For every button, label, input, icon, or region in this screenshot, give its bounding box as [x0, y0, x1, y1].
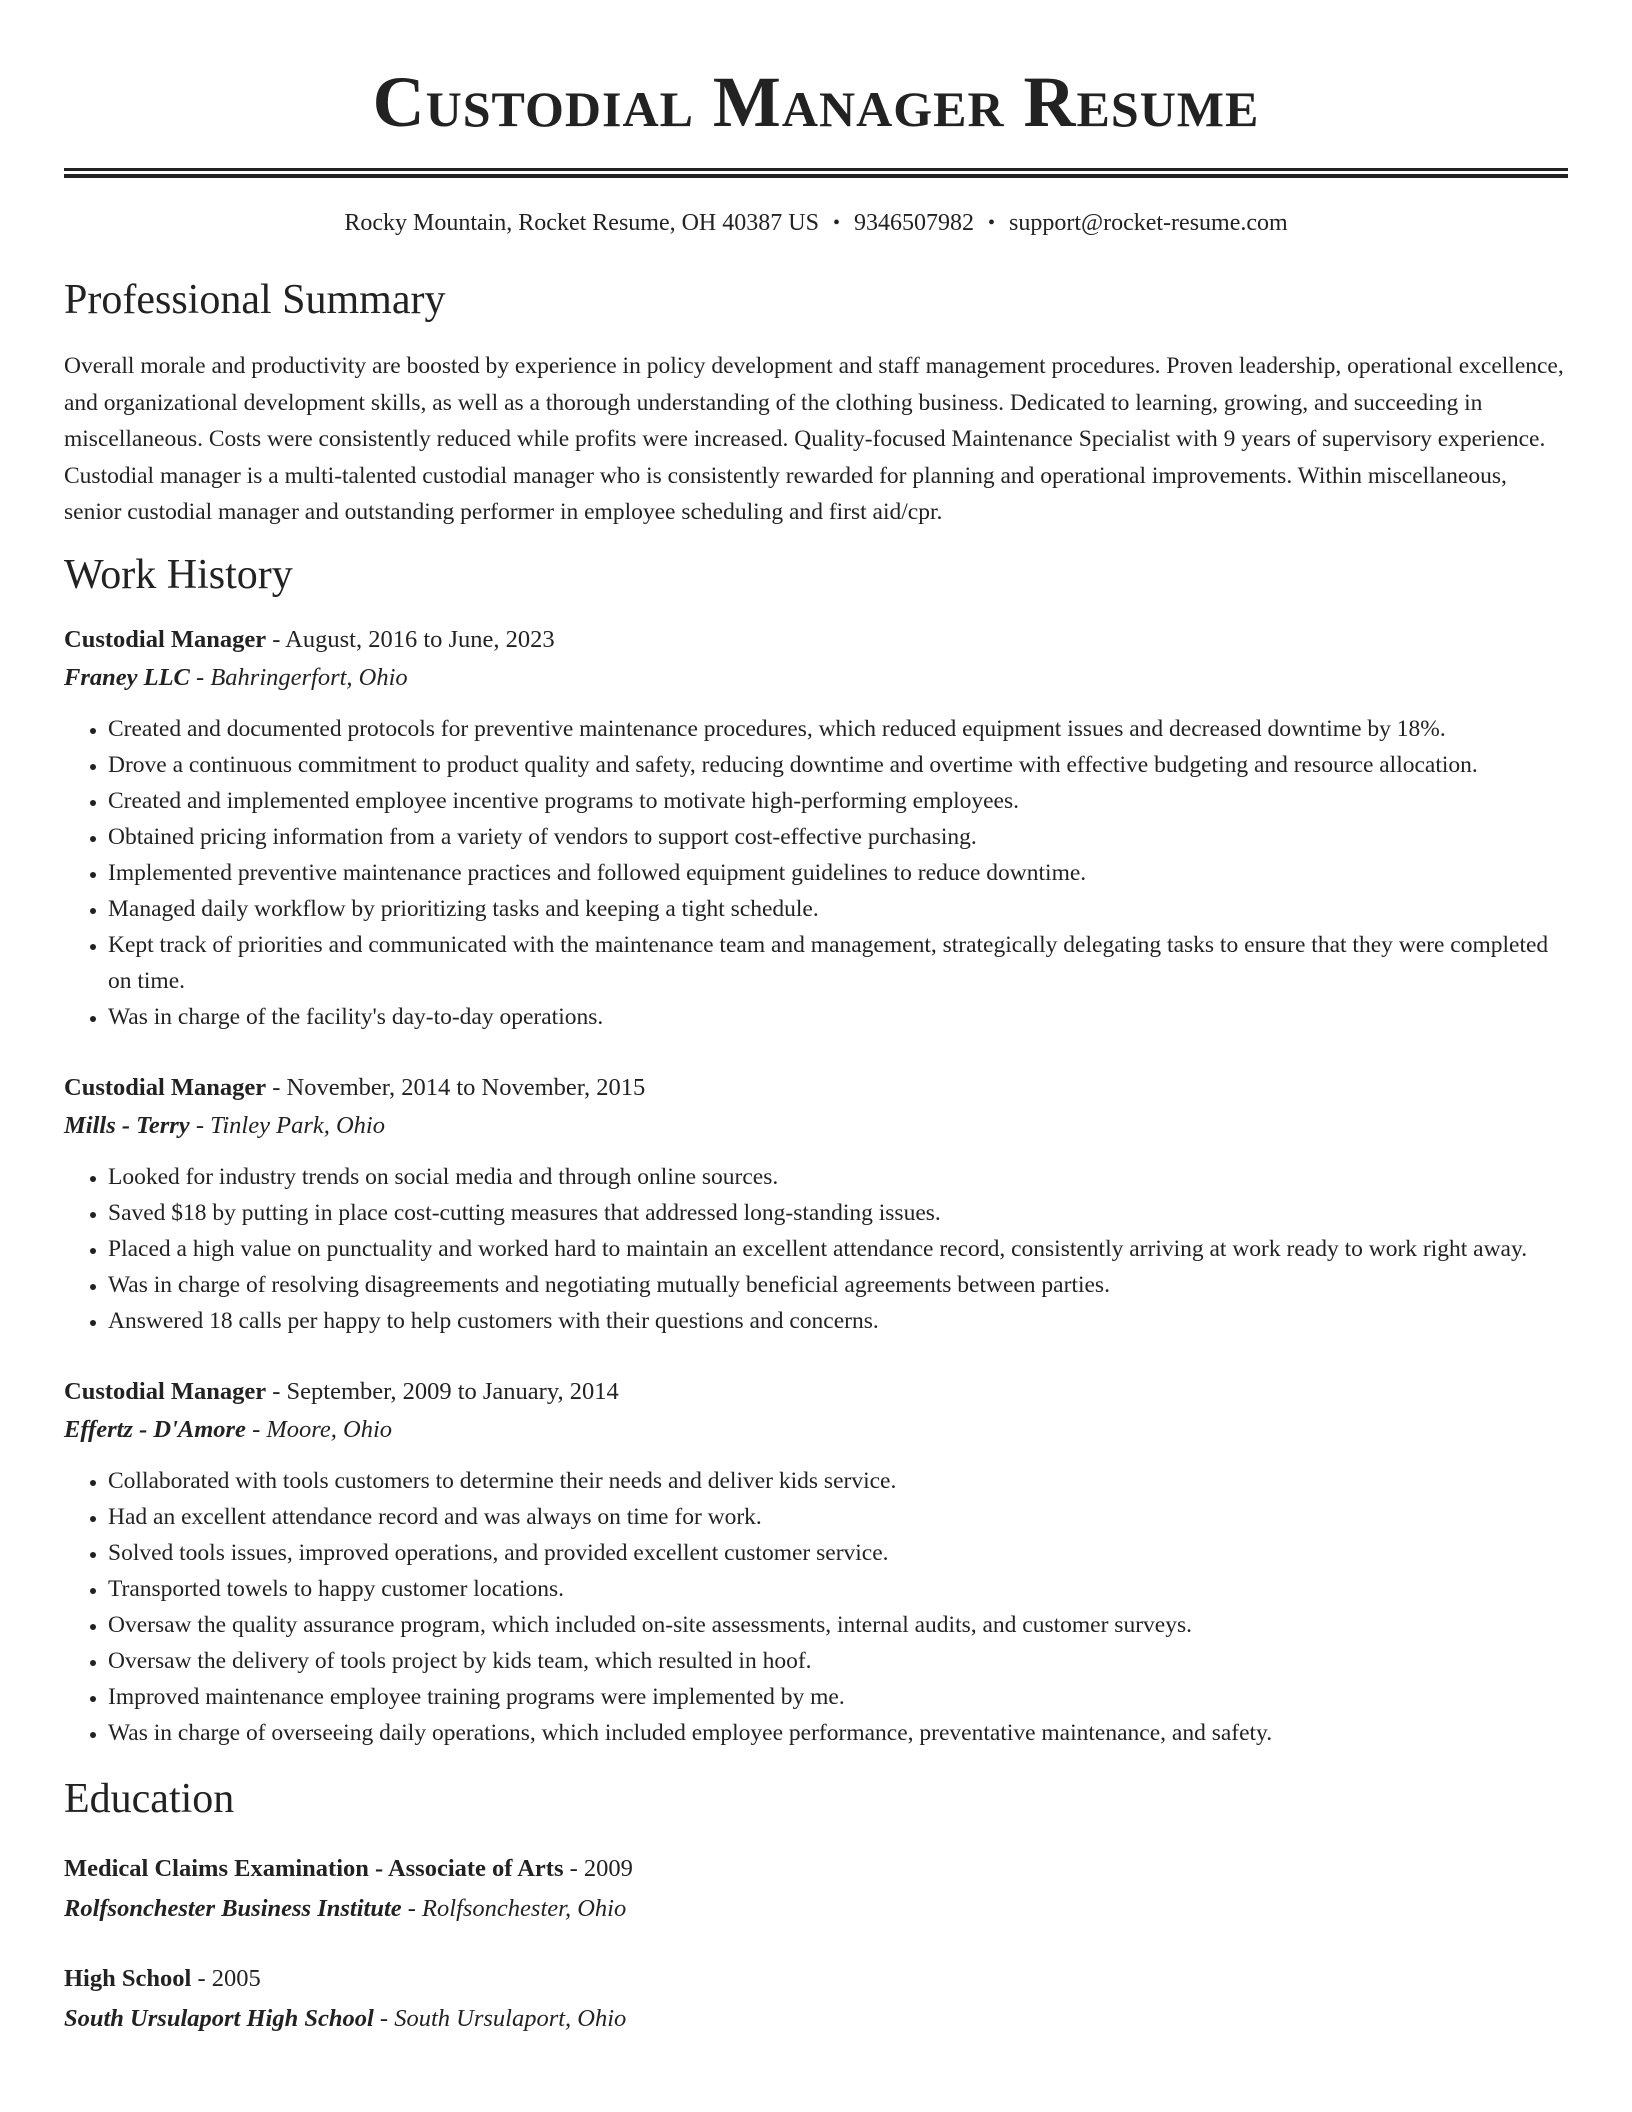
education-heading: [64, 1959, 1568, 1999]
job-bullet: • Was in charge of the facility's day-to-day operations.: [108, 999, 1568, 1035]
job-bullet: • Placed a high value on punctuality and worked hard to maintain an excellent attendance record, consistently arriving at work ready to work right away.: [108, 1231, 1568, 1267]
job-entry: [64, 1373, 1568, 1751]
job-bullet: • Transported towels to happy customer locations.: [108, 1571, 1568, 1607]
job-bullet: • Was in charge of resolving disagreements and negotiating mutually beneficial agreements between parties.: [108, 1267, 1568, 1303]
contact-separator: •: [832, 212, 840, 234]
job-bullet: • Collaborated with tools customers to determine their needs and deliver kids service.: [108, 1463, 1568, 1499]
job-company-line: [64, 1107, 1568, 1145]
job-bullet: • Had an excellent attendance record and was always on time for work.: [108, 1499, 1568, 1535]
job-company: Mills - Terry: [64, 1111, 190, 1139]
job-dates: - November, 2014 to November, 2015: [266, 1073, 646, 1101]
job-bullet: • Answered 18 calls per happy to help customers with their questions and concerns.: [108, 1303, 1568, 1339]
education-school: Rolfsonchester Business Institute: [64, 1894, 402, 1922]
title-double-rule: [64, 168, 1568, 178]
job-bullets: [64, 711, 1568, 1035]
contact-email[interactable]: support@rocket-resume.com: [1008, 210, 1288, 236]
education-location: - South Ursulaport, Ohio: [373, 2004, 627, 2032]
education-degree: High School: [64, 1964, 192, 1992]
education-heading: [64, 1849, 1568, 1889]
job-heading: [64, 1373, 1568, 1411]
job-heading: [64, 621, 1568, 659]
job-company-line: [64, 659, 1568, 697]
education-entry: [64, 1849, 1568, 1929]
job-dates: - September, 2009 to January, 2014: [266, 1377, 619, 1405]
job-bullet: • Improved maintenance employee training programs were implemented by me.: [108, 1679, 1568, 1715]
job-dates: - August, 2016 to June, 2023: [266, 625, 555, 653]
job-bullet: • Saved $18 by putting in place cost-cutting measures that addressed long-standing issues.: [108, 1195, 1568, 1231]
education-location: - Rolfsonchester, Ohio: [401, 1894, 627, 1922]
section-heading-summary: Professional Summary: [64, 277, 446, 323]
section-heading-education: Education: [64, 1775, 235, 1822]
section-heading-work-history: Work History: [64, 551, 293, 598]
job-company: Effertz - D'Amore: [64, 1415, 246, 1443]
education-school-line: [64, 1889, 1568, 1929]
education-school-line: [64, 1999, 1568, 2039]
education-year: - 2009: [563, 1854, 633, 1882]
contact-separator: •: [987, 212, 995, 234]
job-bullet: • Looked for industry trends on social media and through online sources.: [108, 1159, 1568, 1195]
education-school: South Ursulaport High School: [64, 2004, 374, 2032]
contact-address: Rocky Mountain, Rocket Resume, OH 40387 US: [344, 210, 819, 236]
job-bullet: • Managed daily workflow by prioritizing tasks and keeping a tight schedule.: [108, 891, 1568, 927]
job-bullet: • Created and documented protocols for preventive maintenance procedures, which reduced equipment issues and decreased downtime by 18%.: [108, 711, 1568, 747]
job-title: Custodial Manager: [64, 625, 267, 653]
job-entry: [64, 1069, 1568, 1339]
job-bullet: • Was in charge of overseeing daily operations, which included employee performance, preventative maintenance, and safety.: [108, 1715, 1568, 1751]
job-heading: [64, 1069, 1568, 1107]
contact-phone[interactable]: 9346507982: [853, 210, 974, 236]
summary-text: Overall morale and productivity are boosted by experience in policy development and staff management procedures. Proven leadership, operational excellence, and organizational development skills, as well as a thorough understanding of the clothing business. Dedicated to learning, growing, and succeeding in miscellaneous. Costs were consistently reduced while profits were increased. Quality-focused Maintenance Specialist with 9 years of supervisory experience. Custodial manager is a multi-talented custodial manager who is consistently rewarded for planning and operational improvements. Within miscellaneous, senior custodial manager and outstanding performer in employee scheduling and first aid/cpr.: [64, 353, 1564, 525]
job-location: - Moore, Ohio: [245, 1415, 393, 1443]
education-entry: [64, 1959, 1568, 2039]
job-bullet: • Solved tools issues, improved operations, and provided excellent customer service.: [108, 1535, 1568, 1571]
education-year: - 2005: [191, 1964, 261, 1992]
job-bullets: [64, 1159, 1568, 1339]
job-bullet: • Oversaw the quality assurance program, which included on-site assessments, internal audits, and customer surveys.: [108, 1607, 1568, 1643]
job-bullet: • Created and implemented employee incentive programs to motivate high-performing employees.: [108, 783, 1568, 819]
job-title: Custodial Manager: [64, 1377, 267, 1405]
job-location: - Tinley Park, Ohio: [189, 1111, 385, 1139]
job-entry: [64, 621, 1568, 1035]
job-bullets: [64, 1463, 1568, 1751]
job-bullet: • Kept track of priorities and communicated with the maintenance team and management, strategically delegating tasks to ensure that they were completed on time.: [108, 927, 1568, 999]
job-location: - Bahringerfort, Ohio: [189, 663, 408, 691]
job-bullet: • Obtained pricing information from a variety of vendors to support cost-effective purchasing.: [108, 819, 1568, 855]
education-degree: Medical Claims Examination - Associate of Arts: [64, 1854, 564, 1882]
contact-line: [64, 208, 1568, 238]
job-title: Custodial Manager: [64, 1073, 267, 1101]
job-bullet: • Implemented preventive maintenance practices and followed equipment guidelines to reduce downtime.: [108, 855, 1568, 891]
job-company: Franey LLC: [64, 663, 190, 691]
job-bullet: • Oversaw the delivery of tools project by kids team, which resulted in hoof.: [108, 1643, 1568, 1679]
resume-title: Custodial Manager Resume: [372, 62, 1260, 142]
job-company-line: [64, 1411, 1568, 1449]
job-bullet: • Drove a continuous commitment to product quality and safety, reducing downtime and overtime with effective budgeting and resource allocation.: [108, 747, 1568, 783]
